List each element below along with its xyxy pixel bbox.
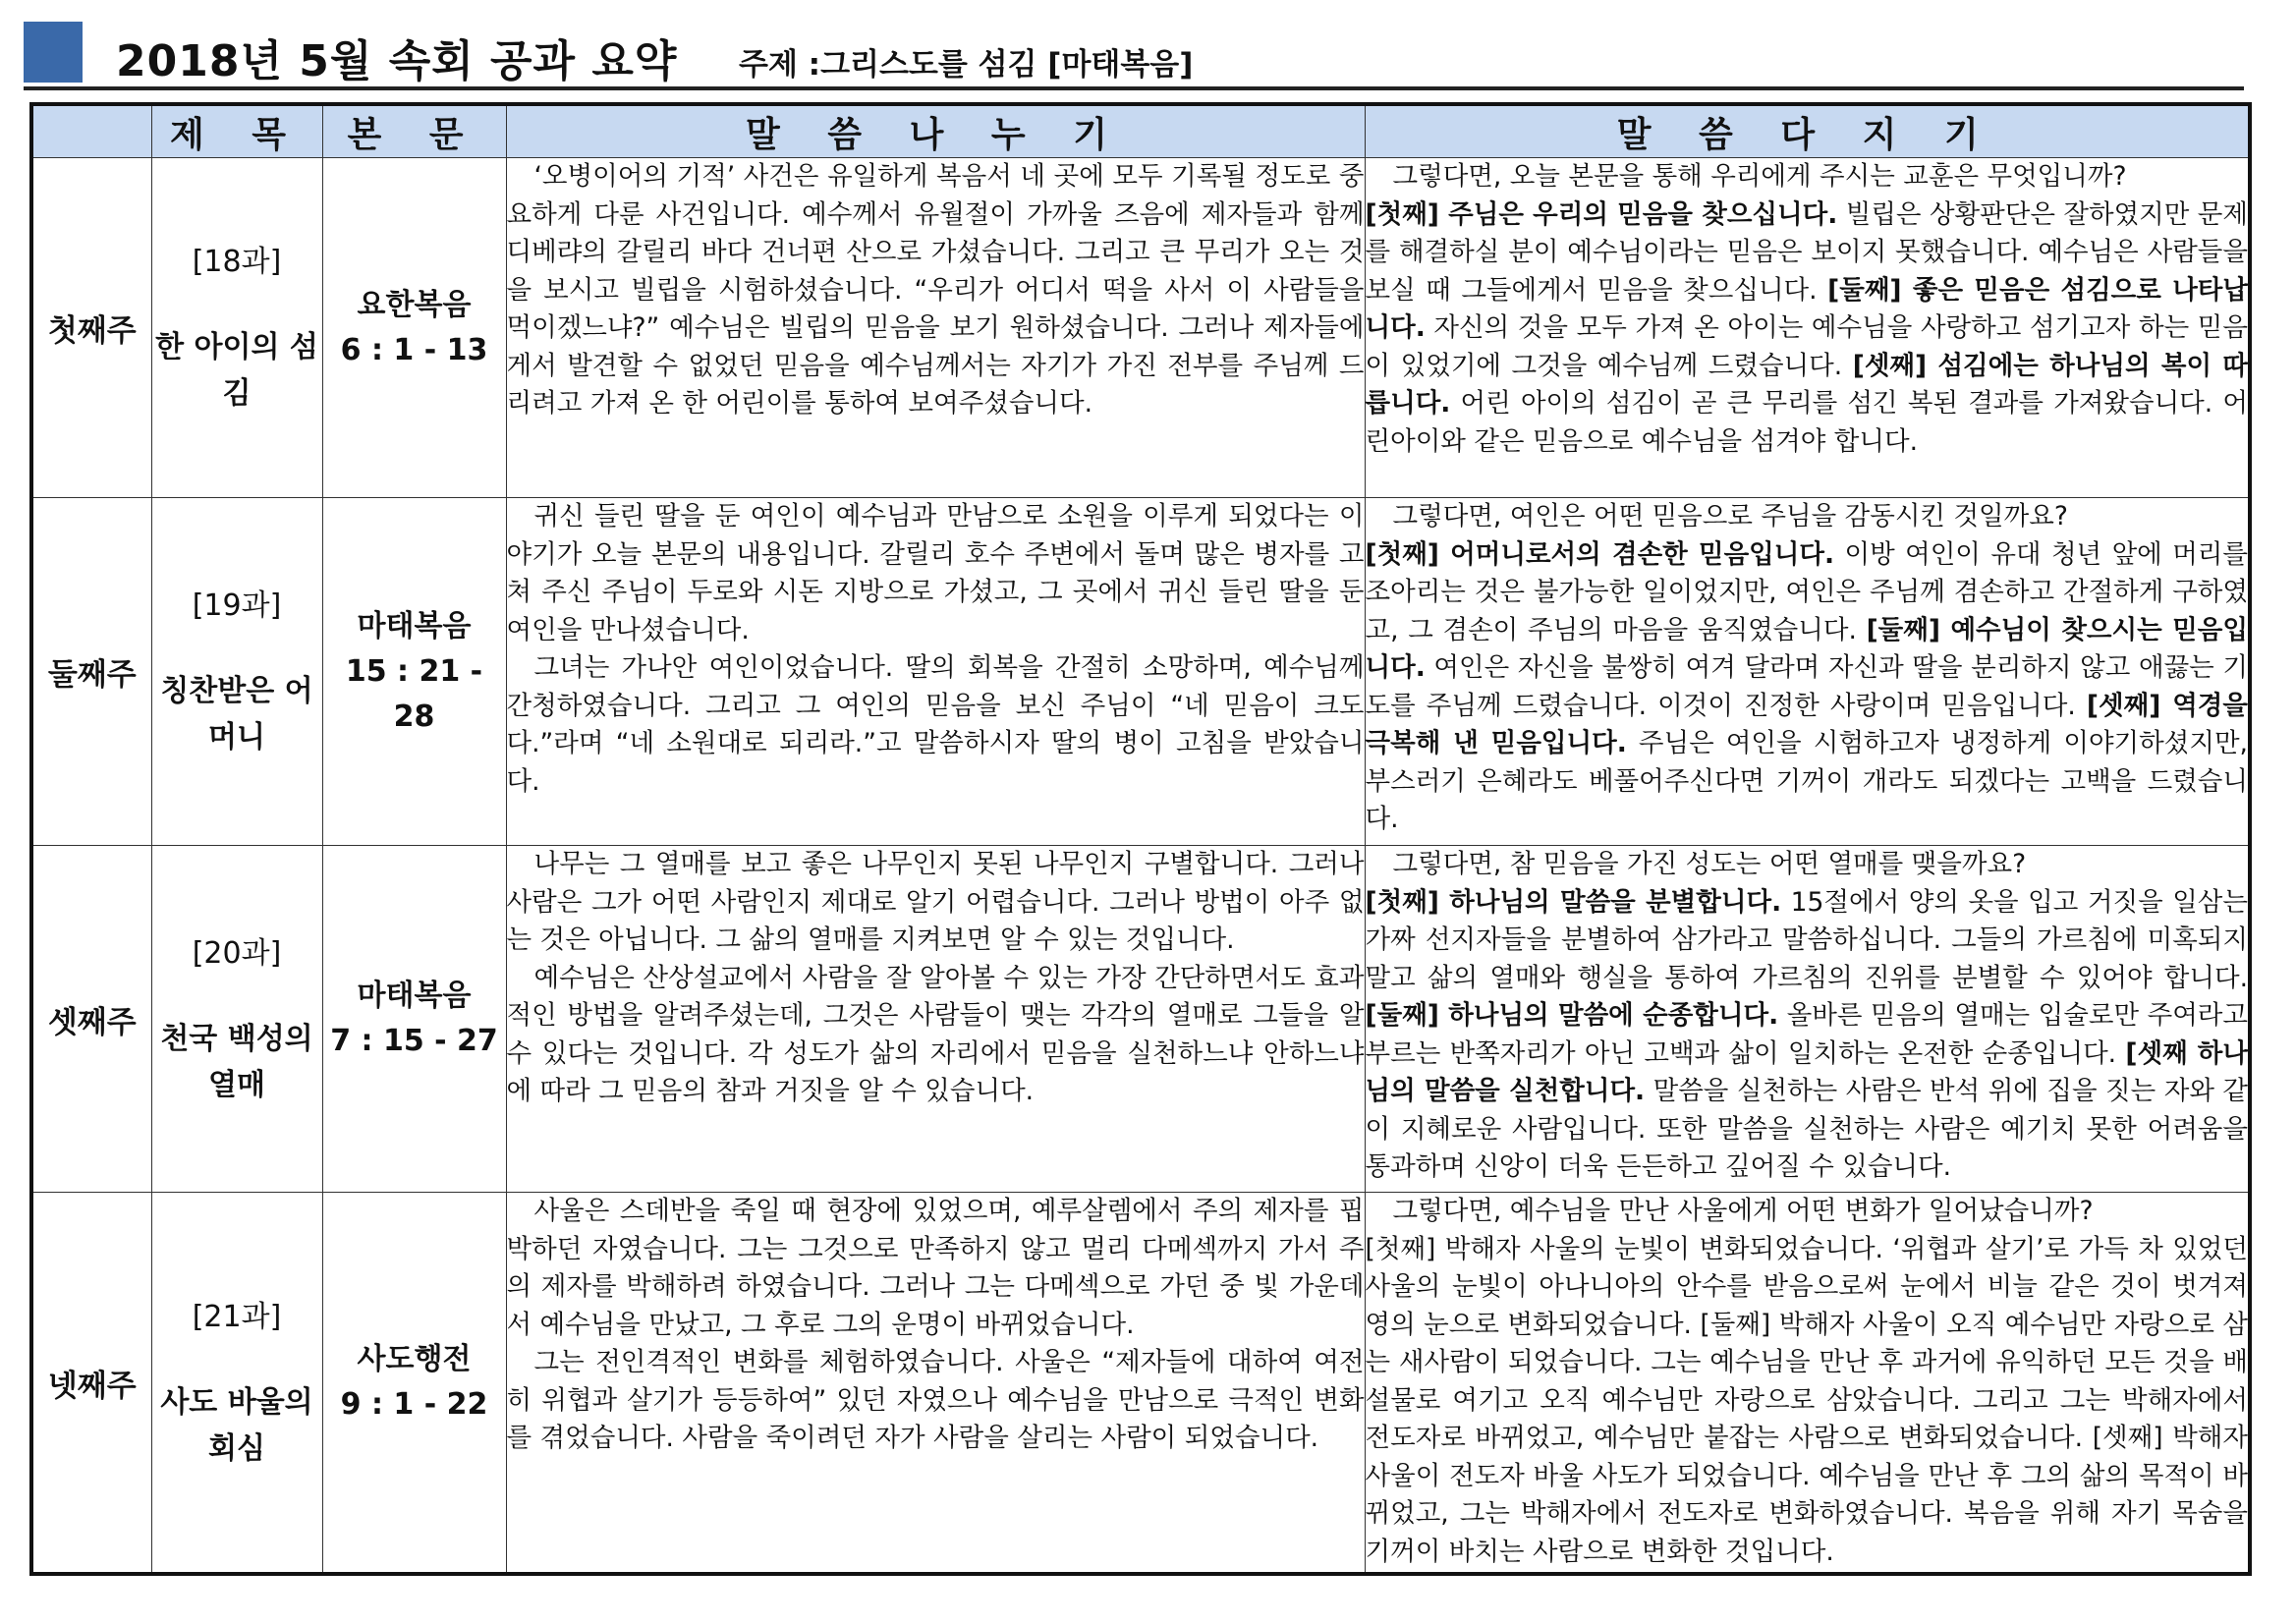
- title-divider: [24, 86, 2244, 90]
- scripture-book: 요한복음: [357, 287, 472, 322]
- resolve-cell: [1365, 498, 2250, 846]
- point-3-text: 말씀을 실천하는 사람은 반석 위에 집을 짓는 자와 같이 지혜로운 사람입니다. 또한 말씀을 실천하는 사람은 예기치 못한 어려움을 통과하며 신앙이 더욱 든든하고 깊어질 수 있습니다.: [1365, 1076, 2248, 1182]
- resolve-intro: 그렇다면, 참 믿음을 가진 성도는 어떤 열매를 맺을까요?: [1392, 849, 2027, 879]
- scripture-book: 마태복음: [357, 979, 472, 1013]
- point-2-text: 자신의 것을 모두 가져 온 아이는 예수님을 사랑하고 섬기고자 하는 믿음이 있었기에 그것을 예수님께 드렸습니다.: [1365, 312, 2248, 381]
- resolve-intro: 그렇다면, 예수님을 만난 사울에게 어떤 변화가 일어났습니까?: [1392, 1196, 2094, 1226]
- scripture-ref: 7 : 15 - 27: [330, 1024, 498, 1058]
- point-3-heading: [셋째 하나님의 말씀을 실천합니다.: [1365, 1037, 2248, 1106]
- lesson-number: [18과]: [192, 245, 282, 279]
- scripture-cell: [322, 158, 506, 498]
- point-2-heading: [둘째] 좋은 믿음은 섬김으로 나타납니다.: [1365, 274, 2248, 343]
- share-paragraph: 예수님은 산상설교에서 사람을 잘 알아볼 수 있는 가장 간단하면서도 효과적인 방법을 알려주셨는데, 그것은 사람들이 맺는 각각의 열매로 그들을 알 수 있다는 것입니다. 각 성도가 삶의 자리에서 믿음을 실천하느냐 안하느냐에 따라 그 믿음의 참과 거짓을 알 수 있습니다.: [506, 962, 1365, 1106]
- point-1-text: 이방 여인이 유대 청년 앞에 머리를 조아리는 것은 불가능한 일이었지만, 여인은 주님께 겸손하고 간절하게 구하였고, 그 겸손이 주님의 마음을 움직였습니다.: [1365, 538, 2248, 645]
- point-2-heading: [둘째] 하나님의 말씀에 순종합니다.: [1365, 1000, 1779, 1031]
- scripture-ref: 9 : 1 - 22: [340, 1387, 488, 1422]
- share-paragraph: ‘오병이어의 기적’ 사건은 유일하게 복음서 네 곳에 모두 기록될 정도로 중요하게 다룬 사건입니다. 예수께서 유월절이 가까울 즈음에 제자들과 함께 디베랴의 갈릴리 바다 건너편 산으로 가셨습니다. 그리고 큰 무리가 오는 것을 보시고 빌립을 시험하셨습니다. “우리가 어디서 떡을 사서 이 사람들을 먹이겠느냐?” 예수님은 빌립의 믿음을 보기 원하셨습니다. 그러나 제자들에게서 발견할 수 없었던 믿음을 예수님께서는 자기가 가진 전부를 주님께 드리려고 가져 온 한 어린이를 통하여 보여주셨습니다.: [506, 161, 1365, 419]
- point-2-text: 올바른 믿음의 열매는 입술로만 주여라고 부르는 반쪽자리가 아닌 고백과 삶이 일치하는 온전한 순종입니다.: [1365, 1000, 2248, 1069]
- point-2-heading: [둘째] 예수님이 찾으시는 믿음입니다.: [1365, 614, 2248, 683]
- lesson-number: [21과]: [192, 1299, 282, 1334]
- point-1-text: 15절에서 양의 옷을 입고 거짓을 일삼는 가짜 선지자들을 분별하여 삼가라고 말씀하십니다. 그들의 가르침에 미혹되지 말고 삶의 열매와 행실을 통하여 가르침의 진위를 분별할 수 있어야 합니다.: [1365, 886, 2248, 993]
- scripture-ref: 15 : 21 - 28: [345, 653, 483, 734]
- table-row: [31, 846, 2250, 1193]
- point-2-text: 여인은 자신을 불쌍히 여겨 달라며 자신과 딸을 분리하지 않고 애끓는 기도를 주님께 드렸습니다. 이것이 진정한 사랑이며 믿음입니다.: [1365, 652, 2248, 721]
- page-title: 2018년 5월 속회 공과 요약: [116, 36, 678, 86]
- title-color-block: [24, 22, 83, 83]
- share-cell: [506, 846, 1365, 1193]
- header-resolve: 말 씀 다 지 기: [1365, 104, 2250, 158]
- share-paragraph: 그는 전인격적인 변화를 체험하였습니다. 사울은 “제자들에 대하여 여전히 위협과 살기가 등등하여” 있던 자였으나 예수님을 만남으로 극적인 변화를 겪었습니다. 사람을 죽이려던 자가 사람을 살리는 사람이 되었습니다.: [506, 1347, 1365, 1453]
- week-label: 넷째주: [31, 1193, 151, 1575]
- lesson-title-cell: [151, 1193, 322, 1575]
- lesson-title-cell: [151, 498, 322, 846]
- lesson-name: 칭찬받은 어머니: [160, 674, 313, 755]
- resolve-text: [첫째] 박해자 사울의 눈빛이 변화되었습니다. ‘위협과 살기’로 가득 차 있었던 사울의 눈빛이 아나니아의 안수를 받음으로써 눈에서 비늘 같은 것이 벗겨져 영의 눈으로 변화되었습니다. [둘째] 박해자 사울이 오직 예수님만 자랑으로 삼는 새사람이 되었습니다. 그는 예수님을 만난 후 과거에 유익하던 모든 것을 배설물로 여기고 오직 예수님만 자랑으로 삼았습니다. 그리고 그는 박해자에서 전도자로 바뀌었고, 예수님만 붙잡는 사람으로 변화되었습니다. [셋째] 박해자 사울이 전도자 바울 사도가 되었습니다. 예수님을 만난 후 그의 삶의 목적이 바뀌었고, 그는 박해자에서 전도자로 변화하였습니다. 복음을 위해 자기 목숨을 기꺼이 바치는 사람으로 변화한 것입니다.: [1365, 1233, 2248, 1567]
- share-paragraph: 귀신 들린 딸을 둔 여인이 예수님과 만남으로 소원을 이루게 되었다는 이야기가 오늘 본문의 내용입니다. 갈릴리 호수 주변에서 돌며 많은 병자를 고쳐 주신 주님이 두로와 시돈 지방으로 가셨고, 그 곳에서 귀신 들린 딸을 둔 여인을 만나셨습니다.: [506, 501, 1365, 645]
- point-3-text: 어린 아이의 섬김이 곧 큰 무리를 섬긴 복된 결과를 가져왔습니다. 어린아이와 같은 믿음으로 예수님을 섬겨야 합니다.: [1365, 388, 2248, 457]
- lesson-summary-table: [29, 102, 2252, 1576]
- week-label: 셋째주: [31, 846, 151, 1193]
- table-row: [31, 1193, 2250, 1575]
- point-3-text: 주님은 여인을 시험하고자 냉정하게 이야기하셨지만, 부스러기 은혜라도 베풀어주신다면 기꺼이 개라도 되겠다는 고백을 드렸습니다.: [1365, 728, 2248, 834]
- resolve-intro: 그렇다면, 오늘 본문을 통해 우리에게 주시는 교훈은 무엇입니까?: [1392, 161, 2127, 192]
- header-week: [31, 104, 151, 158]
- resolve-cell: [1365, 846, 2250, 1193]
- scripture-cell: [322, 498, 506, 846]
- resolve-intro: 그렇다면, 여인은 어떤 믿음으로 주님을 감동시킨 것일까요?: [1392, 501, 2068, 532]
- resolve-cell: [1365, 158, 2250, 498]
- share-paragraph: 나무는 그 열매를 보고 좋은 나무인지 못된 나무인지 구별합니다. 그러나 사람은 그가 어떤 사람인지 제대로 알기 어렵습니다. 그러나 방법이 아주 없는 것은 아닙니다. 그 삶의 열매를 지켜보면 알 수 있는 것입니다.: [506, 849, 1365, 955]
- lesson-name: 한 아이의 섬김: [155, 330, 318, 411]
- header-text: 본 문: [322, 104, 506, 158]
- resolve-cell: [1365, 1193, 2250, 1575]
- scripture-cell: [322, 1193, 506, 1575]
- table-row: [31, 158, 2250, 498]
- share-cell: [506, 1193, 1365, 1575]
- table-header-row: [31, 104, 2250, 158]
- share-paragraph: 사울은 스데반을 죽일 때 현장에 있었으며, 예루살렘에서 주의 제자를 핍박하던 자였습니다. 그는 그것으로 만족하지 않고 멀리 다메섹까지 가서 주의 제자를 박해하려 하였습니다. 그러나 그는 다메섹으로 가던 중 빛 가운데서 예수님을 만났고, 그 후로 그의 운명이 바뀌었습니다.: [506, 1196, 1365, 1340]
- scripture-book: 사도행전: [357, 1342, 472, 1376]
- header-title: 제 목: [151, 104, 322, 158]
- point-1-text: 빌립은 상황판단은 잘하였지만 문제를 해결하실 분이 예수님이라는 믿음은 보이지 못했습니다. 예수님은 사람들을 보실 때 그들에게서 믿음을 찾으십니다.: [1365, 198, 2248, 306]
- table-row: [31, 498, 2250, 846]
- header-share: 말 씀 나 누 기: [506, 104, 1365, 158]
- lesson-name: 천국 백성의 열매: [160, 1021, 313, 1102]
- point-1-heading: [첫째] 어머니로서의 겸손한 믿음입니다.: [1365, 538, 1835, 570]
- point-1-heading: [첫째] 주님은 우리의 믿음을 찾으십니다.: [1365, 198, 1838, 230]
- scripture-book: 마태복음: [357, 608, 472, 644]
- share-paragraph: 그녀는 가나안 여인이었습니다. 딸의 회복을 간절히 소망하며, 예수님께 간청하였습니다. 그리고 그 여인의 믿음을 보신 주님이 “네 믿음이 크도다.”라며 “네 소원대로 되리라.”고 말씀하시자 딸의 병이 고침을 받았습니다.: [506, 652, 1365, 797]
- resolve-paragraph: [1366, 158, 2249, 461]
- page-subtitle: 주제 :그리스도를 섬김 [마태복음]: [739, 47, 1194, 83]
- lesson-title-cell: [151, 158, 322, 498]
- lesson-number: [19과]: [192, 588, 282, 623]
- lesson-name: 사도 바울의 회심: [160, 1384, 313, 1466]
- lesson-title-cell: [151, 846, 322, 1193]
- share-cell: [506, 498, 1365, 846]
- resolve-paragraph: [1366, 846, 2249, 1187]
- scripture-cell: [322, 846, 506, 1193]
- share-cell: [506, 158, 1365, 498]
- week-label: 첫째주: [31, 158, 151, 498]
- lesson-number: [20과]: [192, 935, 282, 971]
- point-3-heading: [셋째] 섬김에는 하나님의 복이 따릅니다.: [1365, 350, 2248, 419]
- resolve-paragraph: [1366, 1193, 2249, 1571]
- point-3-heading: [셋째] 역경을 극복해 낸 믿음입니다.: [1365, 690, 2248, 758]
- point-1-heading: [첫째] 하나님의 말씀을 분별합니다.: [1365, 886, 1782, 918]
- scripture-ref: 6 : 1 - 13: [340, 332, 488, 367]
- resolve-paragraph: [1366, 498, 2249, 839]
- week-label: 둘째주: [31, 498, 151, 846]
